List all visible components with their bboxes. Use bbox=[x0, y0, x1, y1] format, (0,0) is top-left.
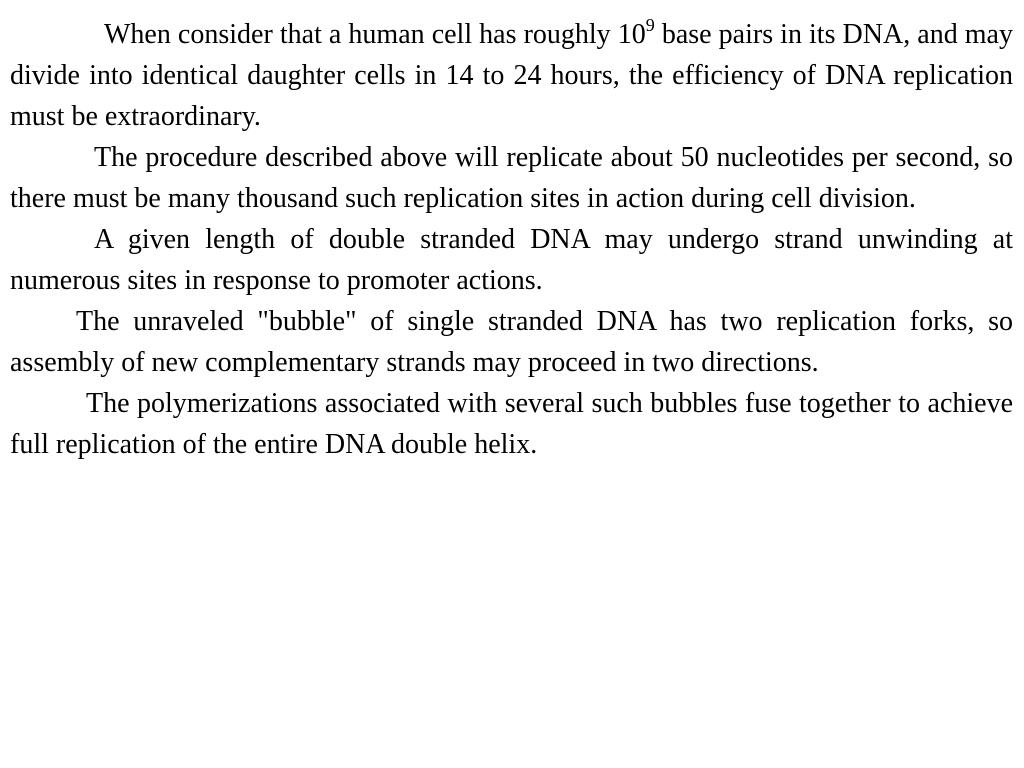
paragraph-base-pairs bbox=[10, 14, 1013, 137]
paragraph-base-pairs-text-start: When consider that a human cell has roughly 10 bbox=[104, 19, 646, 50]
slide-body bbox=[10, 14, 1013, 465]
paragraph-polymerization-fusion: The polymerizations associated with several such bubbles fuse together to achieve full replication of the entire DNA double helix. bbox=[10, 388, 1013, 460]
exponent: 9 bbox=[645, 14, 655, 35]
paragraph-replication-bubble: The unraveled "bubble" of single stranded DNA has two replication forks, so assembly of new complementary strands may proceed in two directions. bbox=[10, 306, 1013, 378]
paragraph-strand-unwinding: A given length of double stranded DNA may undergo strand unwinding at numerous sites in response to promoter actions. bbox=[10, 224, 1013, 296]
paragraph-base-pairs-text-end: base pairs in its DNA, and may divide into identical daughter cells in 14 to 24 hours, the efficiency of DNA replication must be extraordinary. bbox=[10, 19, 1013, 132]
paragraph-replication-rate: The procedure described above will replicate about 50 nucleotides per second, so there must be many thousand such replication sites in action during cell division. bbox=[10, 142, 1013, 214]
